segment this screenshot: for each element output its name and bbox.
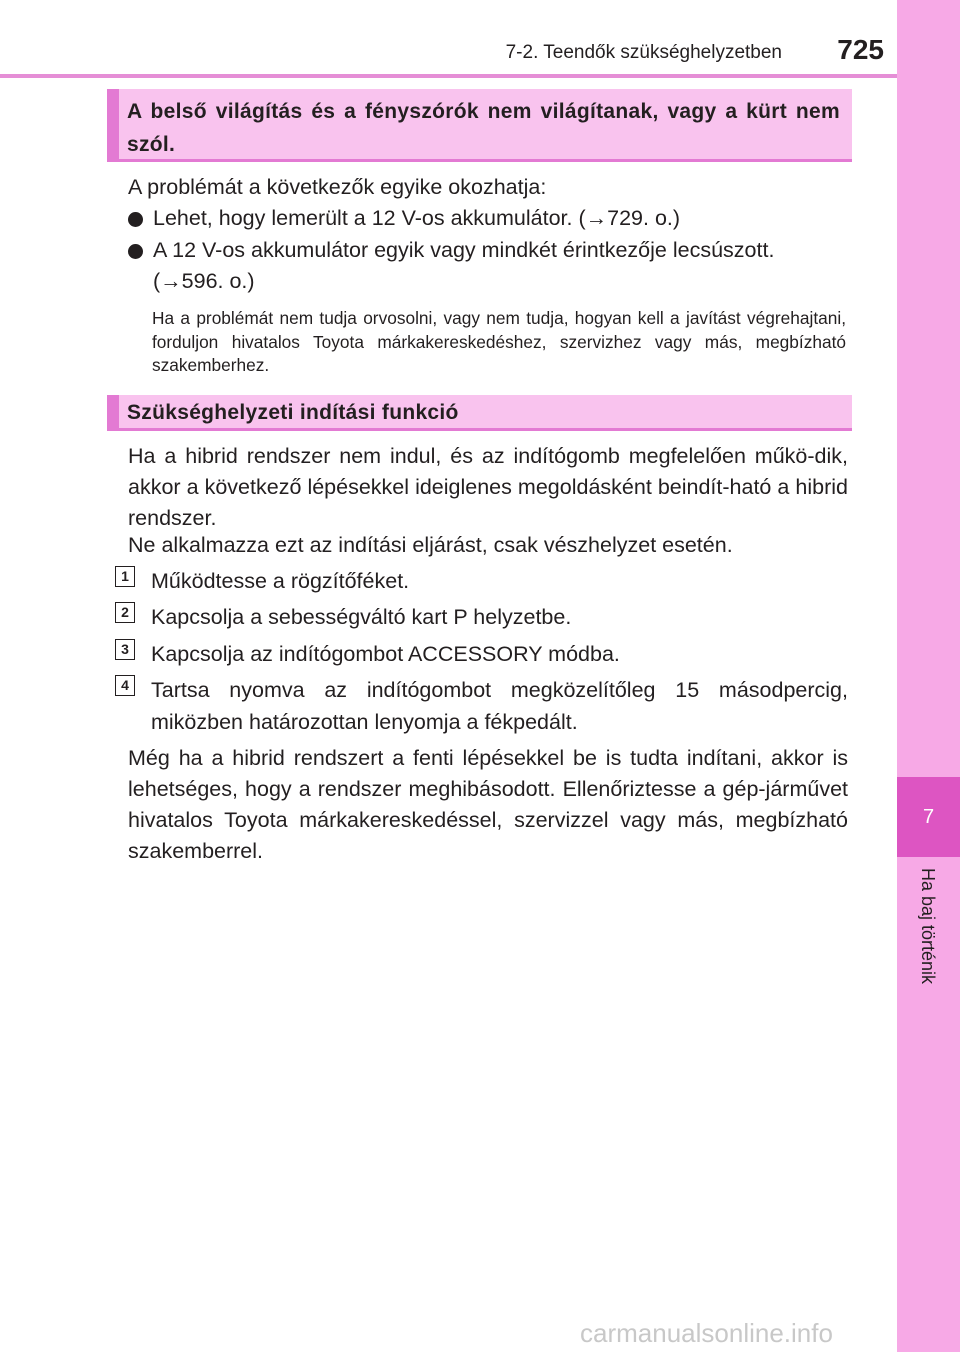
paragraph: Még ha a hibrid rendszert a fenti lépésekkel be is tudta indítani, akkor is lehetséges, hogy a rendszer meghibásodott. Ellenőriztesse a gép-járművet hivatalos Toyota márkakereskedéssel, szervizzel vagy más, megbízható szakemberrel. bbox=[128, 746, 848, 863]
step-number-badge: 2 bbox=[115, 602, 135, 623]
intro-text: A problémát a következők egyike okozhatja: bbox=[128, 175, 547, 199]
chapter-number-tab bbox=[897, 777, 960, 857]
watermark: carmanualsonline.info bbox=[580, 1318, 833, 1348]
step-text: Tartsa nyomva az indítógombot megközelítőleg 15 másodpercig, miközben határozottan lenyomja a fékpedált. bbox=[151, 678, 848, 734]
chapter-number: 7 bbox=[922, 805, 935, 828]
bullet-text: A 12 V-os akkumulátor egyik vagy mindkét érintkezője lecsúszott. (→596. o.) bbox=[153, 238, 775, 293]
note-text: Ha a problémát nem tudja orvosolni, vagy nem tudja, hogyan kell a javítást végrehajtani, forduljon hivatalos Toyota márkakereskedéshez, szervizhez vagy más, megbízható szakemberhez. bbox=[152, 308, 846, 375]
page-number: 725 bbox=[837, 34, 884, 65]
header-rule bbox=[0, 74, 897, 78]
bullet-text: Lehet, hogy lemerült a 12 V-os akkumulátor. (→729. o.) bbox=[153, 206, 681, 230]
step-number-badge: 3 bbox=[115, 639, 135, 660]
step-number-badge: 4 bbox=[115, 675, 135, 696]
chapter-title: Ha baj történik bbox=[918, 868, 938, 985]
paragraph: Ne alkalmazza ezt az indítási eljárást, csak vészhelyzet esetén. bbox=[128, 533, 733, 557]
step-text: Kapcsolja az indítógombot ACCESSORY módba. bbox=[151, 642, 620, 666]
bullet-icon bbox=[128, 244, 143, 259]
chapter-side-tab bbox=[897, 0, 960, 1352]
bullet-icon bbox=[128, 212, 143, 227]
paragraph: Ha a hibrid rendszer nem indul, és az indítógomb megfelelően műkö-dik, akkor a következő lépésekkel ideiglenes megoldásként beindít-ható a hibrid rendszer. bbox=[128, 444, 848, 530]
running-header-section: 7-2. Teendők szükséghelyzetben bbox=[505, 42, 782, 63]
step-text: Kapcsolja a sebességváltó kart P helyzetbe. bbox=[151, 605, 572, 629]
section-heading-lights-horn: A belső világítás és a fényszórók nem világítanak, vagy a kürt nem szól. bbox=[107, 89, 852, 162]
step-number-badge: 1 bbox=[115, 566, 135, 587]
step-text: Működtesse a rögzítőféket. bbox=[151, 569, 410, 593]
section-heading-emergency-start: Szükséghelyzeti indítási funkció bbox=[107, 395, 852, 431]
